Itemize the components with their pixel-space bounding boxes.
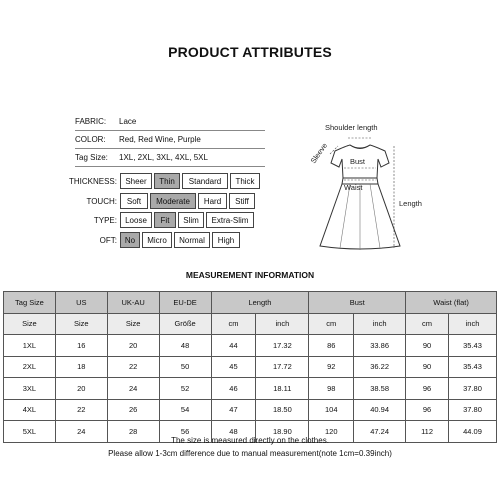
measurement-title: MEASUREMENT INFORMATION <box>185 270 315 280</box>
table-cell: 4XL <box>4 399 56 421</box>
option-thickness-thick: Thick <box>230 173 260 189</box>
diagram-shoulder-label: Shoulder length <box>325 123 378 132</box>
option-type <box>93 212 256 228</box>
table-cell: 47.24 <box>354 421 406 443</box>
table-row <box>4 335 497 357</box>
option-type-label: TYPE: <box>93 215 117 225</box>
table-cell: 40.94 <box>354 399 406 421</box>
table-cell: 3XL <box>4 378 56 400</box>
table-cell: 48 <box>159 335 211 357</box>
attr-color <box>75 131 265 149</box>
attr-fabric-label: FABRIC: <box>75 117 107 126</box>
table-cell: 18 <box>55 356 107 378</box>
attr-tag-size-value: 1XL, 2XL, 3XL, 4XL, 5XL <box>119 153 208 162</box>
subheader-cell: Size <box>107 313 159 335</box>
subheader-cell: cm <box>406 313 449 335</box>
table-cell: 37.80 <box>449 399 497 421</box>
page-title: PRODUCT ATTRIBUTES <box>168 44 332 60</box>
header-cell: Bust <box>309 292 406 314</box>
subheader-cell: inch <box>449 313 497 335</box>
table-cell: 20 <box>107 335 159 357</box>
table-cell: 17.72 <box>256 356 309 378</box>
dress-measurement-diagram <box>300 118 500 258</box>
option-thickness <box>68 173 262 189</box>
option-touch-stiff: Stiff <box>229 193 255 209</box>
table-cell: 52 <box>159 378 211 400</box>
table-cell: 44 <box>211 335 256 357</box>
table-cell: 92 <box>309 356 354 378</box>
option-type-slim: Slim <box>178 212 204 228</box>
header-cell: Tag Size <box>4 292 56 314</box>
table-cell: 36.22 <box>354 356 406 378</box>
attr-tag-size <box>75 149 265 167</box>
option-type-loose: Loose <box>120 212 152 228</box>
option-touch-label: TOUCH: <box>86 196 117 206</box>
header-cell: US <box>55 292 107 314</box>
option-oft-label: OFT: <box>99 235 117 245</box>
attr-fabric-value: Lace <box>119 117 137 126</box>
note-difference: Please allow 1-3cm difference due to manual measurement(note 1cm=0.39inch) <box>108 449 392 458</box>
table-cell: 5XL <box>4 421 56 443</box>
table-row <box>4 399 497 421</box>
table-cell: 37.80 <box>449 378 497 400</box>
option-thickness-thin: Thin <box>154 173 180 189</box>
table-cell: 46 <box>211 378 256 400</box>
table-cell: 96 <box>406 378 449 400</box>
option-touch <box>86 193 257 209</box>
subheader-cell: Size <box>55 313 107 335</box>
table-cell: 17.32 <box>256 335 309 357</box>
table-cell: 18.11 <box>256 378 309 400</box>
table-cell: 35.43 <box>449 356 497 378</box>
option-type-extra-slim: Extra-Slim <box>206 212 254 228</box>
option-touch-soft: Soft <box>120 193 148 209</box>
diagram-waist-label: Waist <box>344 183 363 192</box>
attr-color-value: Red, Red Wine, Purple <box>119 135 201 144</box>
header-cell: EU-DE <box>159 292 211 314</box>
table-row <box>4 378 497 400</box>
table-cell: 22 <box>55 399 107 421</box>
attr-color-label: COLOR: <box>75 135 106 144</box>
table-header-row <box>4 292 497 314</box>
subheader-cell: Size <box>4 313 56 335</box>
diagram-bust-label: Bust <box>350 157 366 166</box>
table-cell: 28 <box>107 421 159 443</box>
table-cell: 20 <box>55 378 107 400</box>
table-cell: 24 <box>107 378 159 400</box>
subheader-cell: inch <box>256 313 309 335</box>
option-oft <box>99 232 242 248</box>
option-oft-normal: Normal <box>174 232 210 248</box>
table-cell: 98 <box>309 378 354 400</box>
table-subheader-row <box>4 313 497 335</box>
diagram-length-label: Length <box>399 199 422 208</box>
table-cell: 50 <box>159 356 211 378</box>
subheader-cell: inch <box>354 313 406 335</box>
note-measure: The size is measured directly on the clothes. <box>171 436 329 445</box>
option-oft-micro: Micro <box>142 232 172 248</box>
option-thickness-standard: Standard <box>182 173 228 189</box>
option-thickness-sheer: Sheer <box>120 173 152 189</box>
table-cell: 90 <box>406 335 449 357</box>
table-cell: 38.58 <box>354 378 406 400</box>
table-cell: 44.09 <box>449 421 497 443</box>
table-cell: 56 <box>159 421 211 443</box>
subheader-cell: Größe <box>159 313 211 335</box>
table-row <box>4 356 497 378</box>
option-thickness-label: THICKNESS: <box>68 176 117 186</box>
table-cell: 48 <box>211 421 256 443</box>
table-cell: 1XL <box>4 335 56 357</box>
table-cell: 86 <box>309 335 354 357</box>
header-cell: Waist (flat) <box>406 292 497 314</box>
table-cell: 112 <box>406 421 449 443</box>
table-cell: 22 <box>107 356 159 378</box>
attr-fabric <box>75 113 265 131</box>
table-cell: 2XL <box>4 356 56 378</box>
table-cell: 18.50 <box>256 399 309 421</box>
table-cell: 90 <box>406 356 449 378</box>
table-cell: 104 <box>309 399 354 421</box>
table-cell: 26 <box>107 399 159 421</box>
option-touch-hard: Hard <box>198 193 227 209</box>
table-cell: 45 <box>211 356 256 378</box>
header-cell: UK-AU <box>107 292 159 314</box>
table-cell: 18.90 <box>256 421 309 443</box>
table-cell: 35.43 <box>449 335 497 357</box>
table-cell: 54 <box>159 399 211 421</box>
table-cell: 16 <box>55 335 107 357</box>
header-cell: Length <box>211 292 309 314</box>
subheader-cell: cm <box>211 313 256 335</box>
attr-tag-size-label: Tag Size: <box>75 153 108 162</box>
option-type-fit: Fit <box>154 212 176 228</box>
table-cell: 33.86 <box>354 335 406 357</box>
table-cell: 47 <box>211 399 256 421</box>
table-cell: 96 <box>406 399 449 421</box>
subheader-cell: cm <box>309 313 354 335</box>
diagram-sleeve-label: Sleeve <box>308 141 330 166</box>
table-cell: 120 <box>309 421 354 443</box>
table-body <box>4 335 497 443</box>
table-cell: 24 <box>55 421 107 443</box>
option-touch-moderate: Moderate <box>150 193 196 209</box>
measurement-table <box>3 291 497 443</box>
option-oft-high: High <box>212 232 240 248</box>
option-oft-no: No <box>120 232 140 248</box>
